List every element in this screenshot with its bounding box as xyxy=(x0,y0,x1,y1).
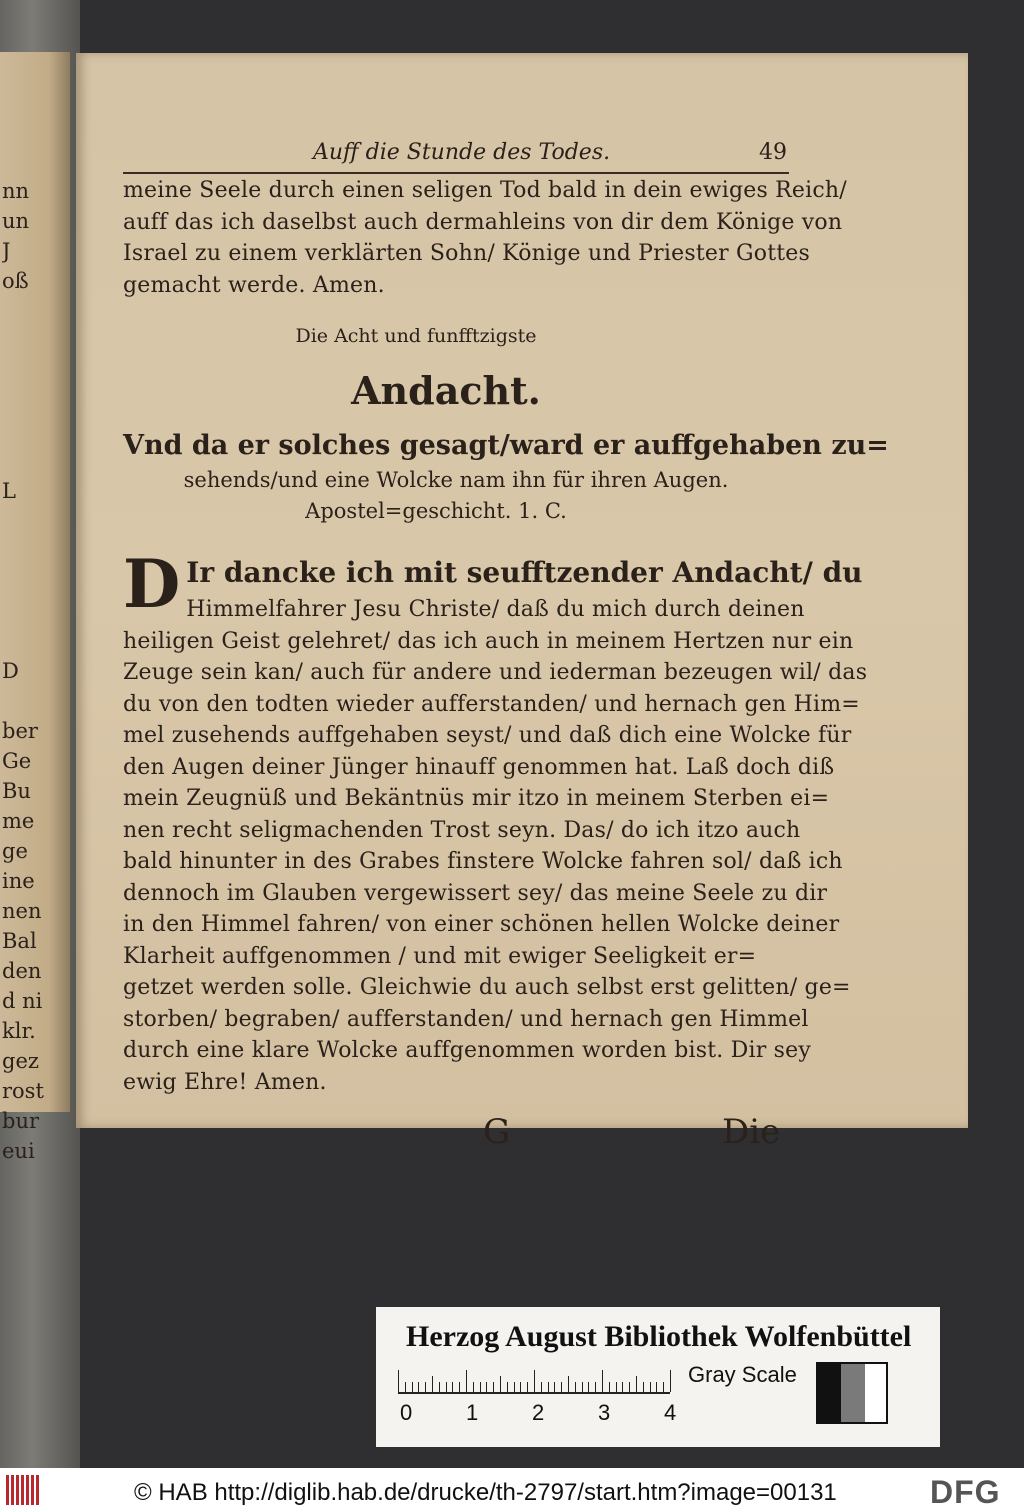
left-fragment xyxy=(2,416,48,446)
bible-verse-line-1: Vnd da er solches gesagt/ward er auffgehaben zu= xyxy=(123,430,889,461)
left-fragment xyxy=(2,506,48,536)
left-fragment: oß xyxy=(2,269,29,293)
left-fragment xyxy=(2,446,48,476)
text-line: nen recht seligmachenden Trost seyn. Das/ do ich itzo auch xyxy=(123,817,801,843)
left-fragment: klr. xyxy=(2,1019,36,1043)
ruler-number: 3 xyxy=(598,1400,611,1425)
text-line: meine Seele durch einen seligen Tod bald in dein ewiges Reich/ xyxy=(123,178,847,203)
left-fragment xyxy=(2,326,48,356)
ruler-tick xyxy=(541,1382,542,1392)
left-fragment: gez xyxy=(2,1049,39,1073)
gray-scale-label: Gray Scale xyxy=(688,1362,797,1387)
ruler-tick xyxy=(507,1382,508,1392)
first-line-text: Ir dancke ich mit seufftzender Andacht/ du xyxy=(186,556,863,589)
left-fragment: Bu xyxy=(2,779,31,803)
ruler-tick xyxy=(582,1382,583,1392)
ruler-number: 2 xyxy=(532,1400,545,1425)
left-fragment: ine xyxy=(2,869,35,893)
ruler-tick xyxy=(466,1370,467,1392)
text-line: dennoch im Glauben vergewissert sey/ das meine Seele zu dir xyxy=(123,880,828,906)
text-line: du von den todten wieder aufferstanden/ und hernach gen Him= xyxy=(123,691,860,717)
ruler-tick xyxy=(534,1370,535,1392)
header-rule xyxy=(123,172,789,174)
text-line: Israel zu einem verklärten Sohn/ Könige und Priester Gottes xyxy=(123,241,811,266)
ruler-tick xyxy=(663,1382,664,1392)
signature-mark: G xyxy=(483,1112,511,1152)
ruler-number: 0 xyxy=(400,1400,413,1425)
left-fragment xyxy=(2,536,48,566)
prayer-body xyxy=(123,545,868,1098)
left-fragment: L xyxy=(2,479,16,503)
ruler-tick xyxy=(493,1382,494,1392)
left-fragment: bur xyxy=(2,1109,40,1133)
ruler-tick xyxy=(405,1382,406,1392)
ruler-tick xyxy=(514,1382,515,1392)
ruler-tick xyxy=(650,1382,651,1392)
text-line: getzet werden solle. Gleichwie du auch selbst erst gelitten/ ge= xyxy=(123,975,851,1000)
left-fragment: ber xyxy=(2,719,38,743)
ruler-tick xyxy=(418,1382,419,1392)
left-fragment xyxy=(2,566,48,596)
catchword: Die xyxy=(722,1112,781,1152)
subheading: Die Acht und funfftzigste xyxy=(295,325,537,347)
text-line: heiligen Geist gelehret/ das ich auch in meinem Hertzen nur ein xyxy=(123,628,854,654)
ruler-tick xyxy=(527,1382,528,1392)
ruler-number: 4 xyxy=(664,1400,677,1425)
ruler-tick xyxy=(486,1382,487,1392)
page-number: 49 xyxy=(759,140,787,165)
left-fragment xyxy=(2,626,48,656)
text-line: mein Zeugnüß und Bekäntnüs mir itzo in meinem Sterben ei= xyxy=(123,786,830,811)
ruler-tick xyxy=(432,1376,433,1392)
left-fragment: D xyxy=(2,659,19,683)
left-fragment: me xyxy=(2,809,35,833)
left-fragment: den xyxy=(2,959,42,983)
left-fragment xyxy=(2,686,48,716)
ruler-baseline xyxy=(398,1392,670,1394)
ruler-tick xyxy=(425,1382,426,1392)
ruler-tick xyxy=(670,1370,671,1392)
ruler-tick xyxy=(520,1382,521,1392)
ruler-number: 1 xyxy=(466,1400,479,1425)
copyright-url[interactable]: © HAB http://diglib.hab.de/drucke/th-2797/start.htm?image=00131 xyxy=(134,1479,837,1506)
ruler-tick xyxy=(602,1370,603,1392)
ruler-tick xyxy=(500,1376,501,1392)
ruler-tick xyxy=(568,1376,569,1392)
ruler-tick xyxy=(629,1382,630,1392)
ruler-tick xyxy=(480,1382,481,1392)
ruler-tick xyxy=(622,1382,623,1392)
ruler-tick xyxy=(473,1382,474,1392)
left-fragment: ge xyxy=(2,839,28,863)
ruler-tick xyxy=(656,1382,657,1392)
bible-verse-reference: Apostel=geschicht. 1. C. xyxy=(305,499,567,523)
left-fragment xyxy=(2,296,48,326)
left-fragment: Bal xyxy=(2,929,37,953)
ruler-tick xyxy=(595,1382,596,1392)
ruler-tick xyxy=(412,1382,413,1392)
left-fragment: J xyxy=(2,239,11,263)
left-page-fragments xyxy=(2,176,48,1166)
left-fragment xyxy=(2,356,48,386)
ruler-tick xyxy=(398,1370,399,1392)
left-fragment: nen xyxy=(2,899,42,923)
left-fragment: un xyxy=(2,209,30,233)
page-header xyxy=(123,140,789,168)
left-fragment: d ni xyxy=(2,989,43,1013)
text-line: Klarheit auffgenommen / und mit ewiger Seeligkeit er= xyxy=(123,943,757,969)
text-line: mel zusehends auffgehaben seyst/ und daß dich eine Wolcke für xyxy=(123,723,852,748)
ruler-tick xyxy=(459,1382,460,1392)
ruler-tick xyxy=(561,1382,562,1392)
ruler-tick xyxy=(554,1382,555,1392)
ruler-tick xyxy=(452,1382,453,1392)
left-fragment: Ge xyxy=(2,749,32,773)
heading: Andacht. xyxy=(351,368,541,413)
hab-logo-icon xyxy=(6,1475,46,1505)
bible-verse-line-2: sehends/und eine Wolcke nam ihn für ihren Augen. xyxy=(183,468,729,492)
ruler-tick xyxy=(609,1382,610,1392)
left-fragment xyxy=(2,596,48,626)
text-line: bald hinunter in des Grabes finstere Wolcke fahren sol/ daß ich xyxy=(123,849,843,874)
text-line: Himmelfahrer Jesu Christe/ daß du mich durch deinen xyxy=(186,597,805,622)
gray-scale-frame xyxy=(816,1362,888,1424)
ruler-tick xyxy=(616,1382,617,1392)
intro-paragraph xyxy=(123,175,847,301)
text-line: auff das ich daselbst auch dermahleins von dir dem Könige von xyxy=(123,209,843,235)
left-fragment: eui xyxy=(2,1139,35,1163)
running-head: Auff die Stunde des Todes. xyxy=(313,140,611,165)
text-line: durch eine klare Wolcke auffgenommen worden bist. Dir sey xyxy=(123,1038,811,1063)
library-name: Herzog August Bibliothek Wolfenbüttel xyxy=(406,1320,912,1353)
text-line: den Augen deiner Jünger hinauff genommen hat. Laß doch diß xyxy=(123,754,835,780)
ruler-tick xyxy=(548,1382,549,1392)
left-fragment: rost xyxy=(2,1079,44,1103)
prayer-lines xyxy=(123,594,868,1098)
text-line: gemacht werde. Amen. xyxy=(123,272,385,298)
ruler-tick xyxy=(439,1382,440,1392)
drop-cap: D xyxy=(123,545,181,623)
ruler-tick xyxy=(575,1382,576,1392)
left-fragment: nn xyxy=(2,179,30,203)
dfg-logo: DFG xyxy=(930,1474,1001,1510)
left-fragment xyxy=(2,386,48,416)
text-line: ewig Ehre! Amen. xyxy=(123,1069,327,1095)
ruler-tick xyxy=(643,1382,644,1392)
text-line: in den Himmel fahren/ von einer schönen hellen Wolcke deiner xyxy=(123,912,840,937)
text-line: Zeuge sein kan/ auch für andere und iederman bezeugen wil/ das xyxy=(123,660,868,685)
ruler-tick xyxy=(636,1376,637,1392)
text-line: storben/ begraben/ aufferstanden/ und hernach gen Himmel xyxy=(123,1006,809,1032)
ruler-tick xyxy=(446,1382,447,1392)
ruler-tick xyxy=(588,1382,589,1392)
